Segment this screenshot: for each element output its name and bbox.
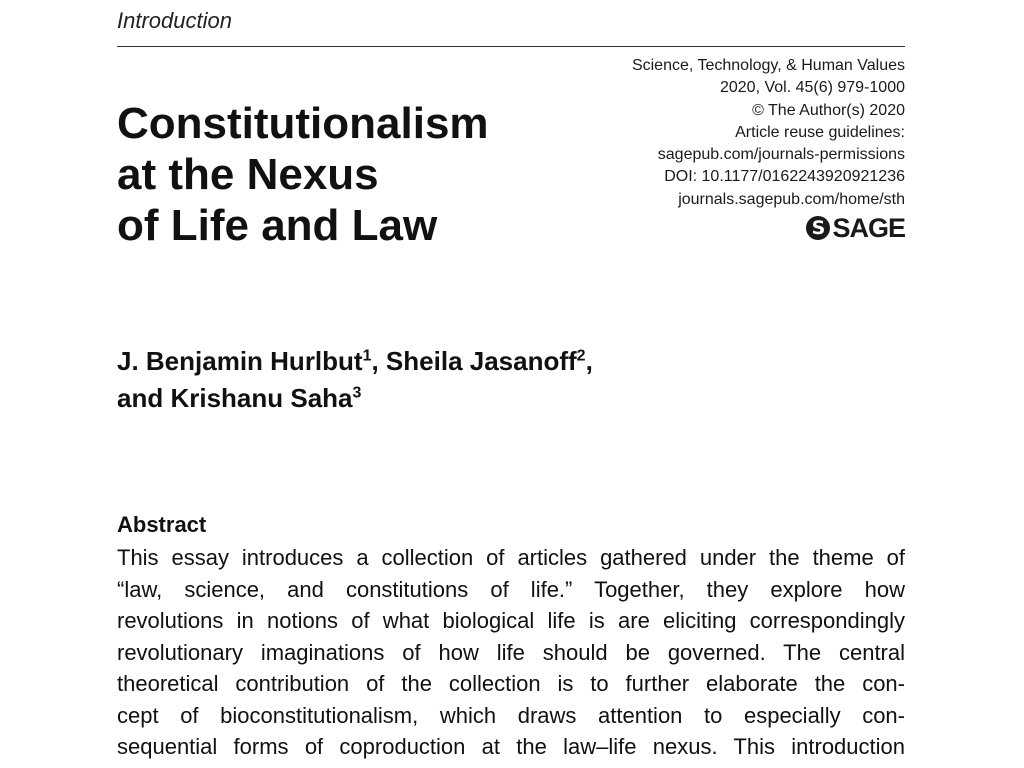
header-rule	[117, 46, 905, 47]
abstract-body	[117, 542, 905, 763]
running-head: Introduction	[117, 8, 232, 33]
sage-logo-text: SAGE	[832, 213, 905, 243]
reuse-label: Article reuse guidelines:	[735, 123, 905, 141]
title-line: at the Nexus	[117, 150, 379, 199]
affiliation-marker[interactable]: 2	[576, 347, 586, 365]
title-line: Constitutionalism	[117, 99, 489, 148]
abstract-line: “law, science, and constitutions of life.” Together, they explore how	[117, 576, 905, 602]
abstract-line: This essay introduces a collection of articles gathered under the theme of	[117, 545, 905, 570]
affiliation-marker[interactable]: 3	[352, 384, 362, 402]
reuse-link[interactable]: sagepub.com/journals-permissions	[657, 146, 905, 164]
copyright-line: © The Author(s) 2020	[752, 101, 905, 119]
abstract-line: revolutions in notions of what biological life is are eliciting correspondingly	[117, 608, 905, 633]
journal-name: Science, Technology, & Human Values	[631, 57, 905, 74]
sage-logo-mark-icon: S	[806, 216, 830, 240]
article-title	[117, 98, 587, 251]
journal-metadata	[632, 55, 905, 211]
author-name: J. Benjamin Hurlbut	[117, 346, 363, 376]
sage-logo	[806, 214, 905, 242]
abstract-heading: Abstract	[117, 512, 207, 537]
abstract-line: sequential forms of coproduction at the law–life nexus. This introduction	[117, 734, 905, 759]
author-list	[117, 343, 593, 417]
author-name: and Krishanu Saha	[117, 383, 353, 413]
abstract-line: theoretical contribution of the collection is to further elaborate the con-	[117, 671, 905, 696]
doi-link[interactable]: DOI: 10.1177/0162243920921236	[664, 168, 905, 186]
author-separator: ,	[585, 346, 593, 376]
volume-info: 2020, Vol. 45(6) 979-1000	[719, 79, 905, 97]
author-name: , Sheila Jasanoff	[371, 346, 577, 376]
abstract-line: revolutionary imaginations of how life should be governed. The central	[117, 639, 905, 665]
affiliation-marker[interactable]: 1	[362, 347, 372, 365]
title-line: of Life and Law	[117, 201, 438, 250]
journal-homepage-link[interactable]: journals.sagepub.com/home/sth	[678, 190, 905, 208]
abstract-line: cept of bioconstitutionalism, which draws attention to especially con-	[117, 702, 905, 728]
